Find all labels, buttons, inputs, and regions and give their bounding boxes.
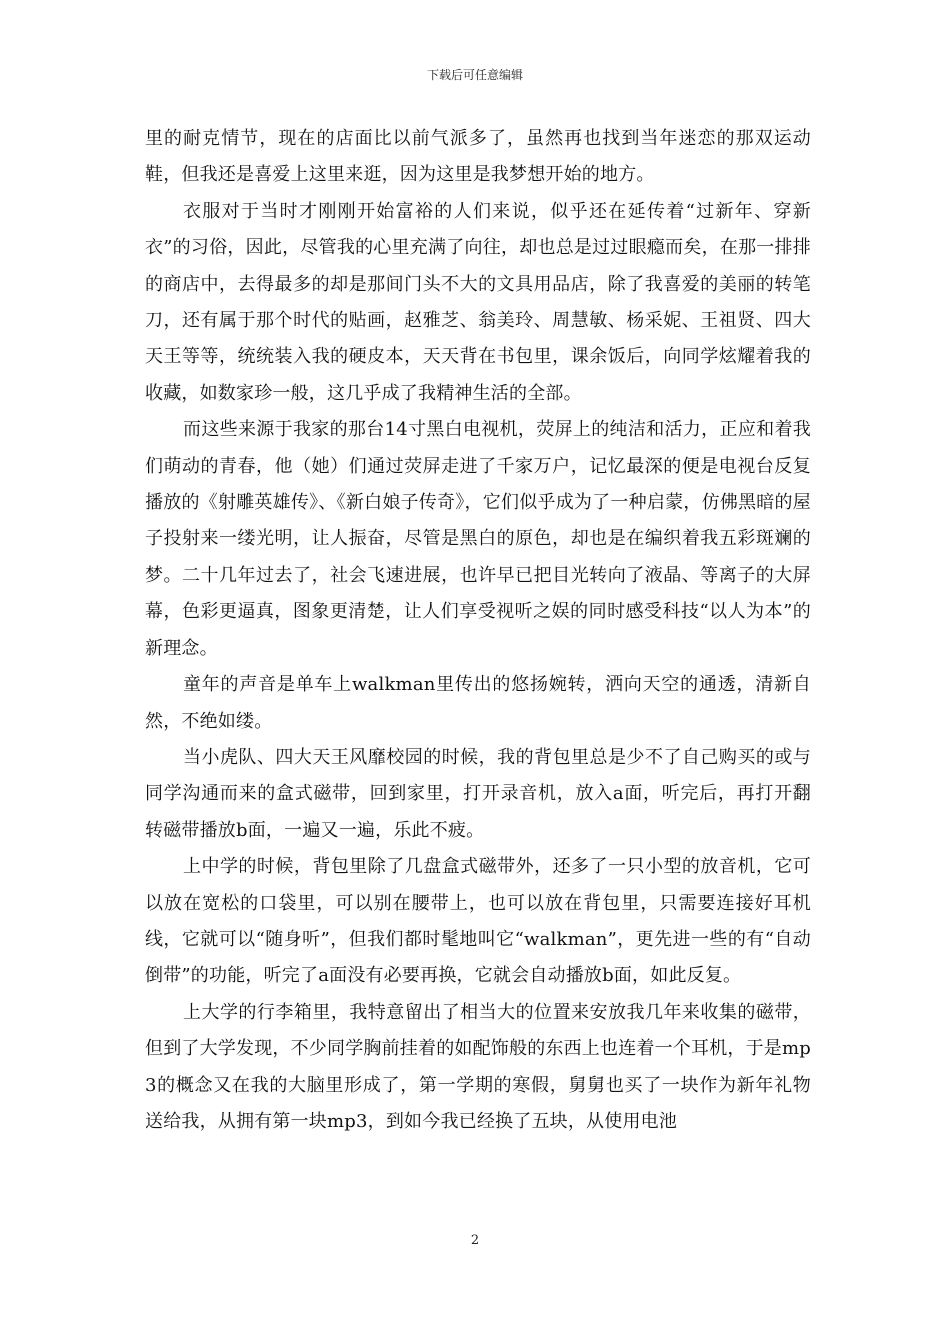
page-number: 2 (470, 1233, 480, 1248)
document-body (145, 121, 811, 1140)
paragraph-4: 童年的声音是单车上walkman里传出的悠扬婉转，洒向天空的通透，清新自然，不绝如缕。 (145, 674, 811, 732)
paragraph-5: 当小虎队、四大天王风靡校园的时候，我的背包里总是少不了自己购买的或与同学沟通而来的盒式磁带，回到家里，打开录音机，放入a面，听完后，再打开翻转磁带播放b面，一遍又一遍，乐此不疲。 (145, 746, 811, 841)
paragraph-2: 衣服对于当时才刚刚开始富裕的人们来说，似乎还在延传着“过新年、穿新衣”的习俗，因此，尽管我的心里充满了向往，却也总是过过眼瘾而矣，在那一排排的商店中，去得最多的却是那间门头不大的文具用品店，除了我喜爱的美丽的转笔刀，还有属于那个时代的贴画，赵雅芝、翁美玲、周慧敏、杨采妮、王祖贤、四大天王等等，统统装入我的硬皮本，天天背在书包里，课余饭后，向同学炫耀着我的收藏，如数家珍一般，这几乎成了我精神生活的全部。 (145, 200, 811, 404)
page-header: 下载后可任意编辑 (426, 68, 523, 82)
paragraph-6: 上中学的时候，背包里除了几盘盒式磁带外，还多了一只小型的放音机，它可以放在宽松的口袋里，可以别在腰带上，也可以放在背包里，只需要连接好耳机线，它就可以“随身听”，但我们都时髦地叫它“walkman”，更先进一些的有“自动倒带”的功能，听完了a面没有必要再换，它就会自动播放b面，如此反复。 (145, 856, 811, 987)
paragraph-7: 上大学的行李箱里，我特意留出了相当大的位置来安放我几年来收集的磁带，但到了大学发现，不少同学胸前挂着的如配饰般的东西上也连着一个耳机，于是mp3的概念又在我的大脑里形成了，第一学期的寒假，舅舅也买了一块作为新年礼物送给我，从拥有第一块mp3，到如今我已经换了五块，从使用电池 (145, 1001, 811, 1132)
paragraph-3: 而这些来源于我家的那台14寸黑白电视机，荧屏上的纯洁和活力，正应和着我们萌动的青春，他（她）们通过荧屏走进了千家万户，记忆最深的便是电视台反复播放的《射雕英雄传》、《新白娘子传奇》，它们似乎成为了一种启蒙，仿佛黑暗的屋子投射来一缕光明，让人振奋，尽管是黑白的原色，却也是在编织着我五彩斑斓的梦。二十几年过去了，社会飞速进展，也许早已把目光转向了液晶、等离子的大屏幕，色彩更逼真，图象更清楚，让人们享受视听之娱的同时感受科技“以人为本”的新理念。 (145, 419, 811, 659)
paragraph-1: 里的耐克情节，现在的店面比以前气派多了，虽然再也找到当年迷恋的那双运动鞋，但我还是喜爱上这里来逛，因为这里是我梦想开始的地方。 (145, 128, 811, 186)
